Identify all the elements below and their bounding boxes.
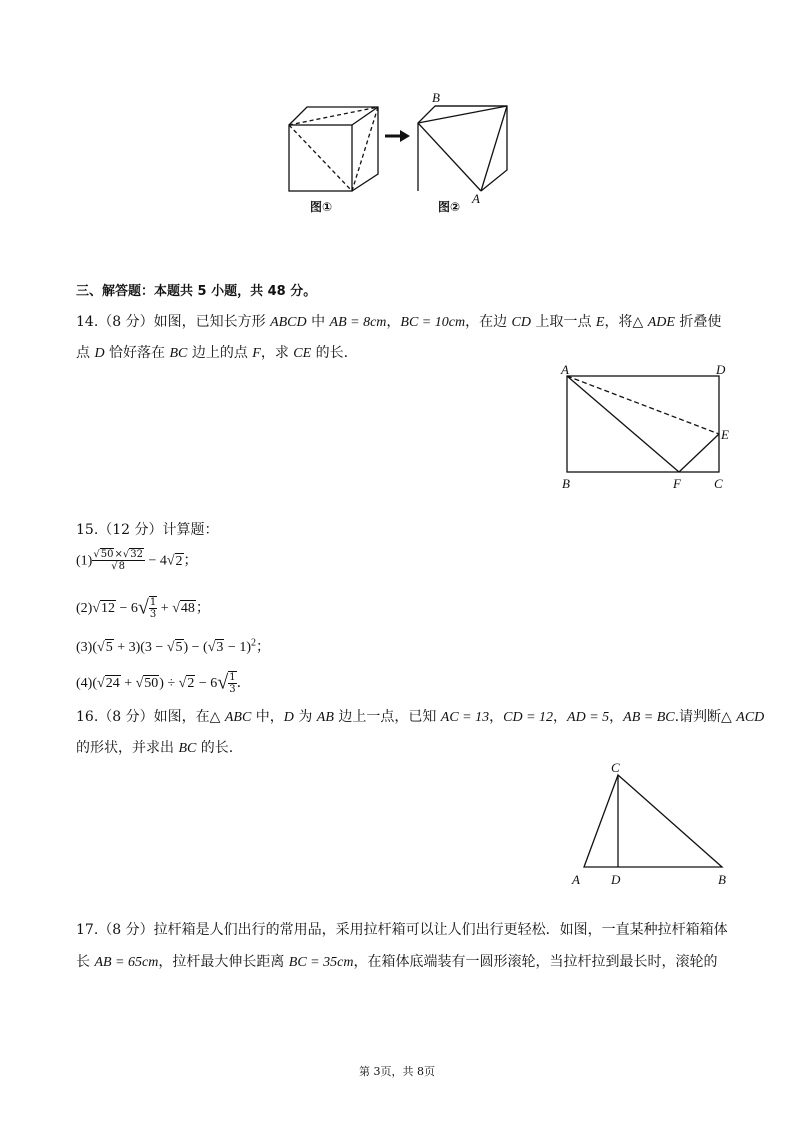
q16-math: CD = 12 (503, 710, 554, 725)
q15-p3-label: (3) (76, 640, 93, 655)
q14-math: ABCD (270, 315, 307, 330)
q14-math: E (595, 315, 605, 330)
q16-line-1 (76, 706, 764, 726)
q14-text: 中 (306, 314, 330, 330)
q16-text: .请判断△ (674, 709, 737, 725)
q15-p3-term: ) − ( (183, 640, 208, 655)
q14-text: ，将△ (604, 314, 648, 330)
q15-p2-denominator: 3 (149, 609, 157, 620)
q16-text: 为 (293, 709, 317, 725)
q14-math: ADE (647, 315, 675, 330)
cube-label-A: A (472, 191, 480, 206)
q15-p3-term: ( (92, 640, 97, 655)
q15-p1-label: (1) (76, 553, 93, 569)
q14-math: BC (169, 346, 188, 361)
q15-p1-term: − 4 (144, 553, 167, 569)
q16-math: AC = 13 (440, 710, 490, 725)
q14-text: ，在边 (465, 314, 512, 330)
q15-p4-term: ( (92, 676, 97, 691)
q15-p4-numerator: 1 (229, 672, 236, 683)
q14-label-A: A (561, 362, 569, 377)
q15-p2-term: + (157, 601, 173, 616)
q16-line-2 (76, 737, 233, 757)
q14-math: F (252, 346, 261, 361)
q14-text: 点 (76, 345, 95, 361)
q15-p4-radicand: 2 (187, 676, 195, 691)
q16-text: 的长. (196, 740, 234, 756)
q16-triangle-figure (565, 760, 740, 890)
q14-label-D: D (716, 362, 726, 377)
q15-p4-end: . (236, 675, 242, 691)
q16-text: 中， (251, 709, 284, 725)
q15-p4-term: + (120, 676, 136, 691)
q15-title: 15.（12 分）计算题： (76, 522, 219, 538)
q14-text: ， (386, 314, 401, 330)
q15-p4-label: (4) (76, 676, 93, 691)
q14-text: 折叠使 (674, 314, 722, 330)
q16-text: 的形状，并求出 (76, 740, 179, 756)
q16-math: D (283, 710, 294, 725)
q16-math: ACD (736, 710, 765, 725)
q14-rectangle-figure (555, 362, 740, 494)
q15-p1-times: × (114, 549, 123, 560)
q15-p2-radicand: 48 (180, 601, 195, 616)
q14-text: 14.（8 分）如图，已知长方形 (76, 314, 271, 330)
q15-p2-numerator: 1 (149, 597, 157, 608)
q14-text: 上取一点 (531, 314, 596, 330)
q17-line-2 (76, 951, 717, 971)
q14-label-C: C (714, 476, 723, 491)
q16-text: ， (489, 709, 504, 725)
q14-math: BC = 10cm (400, 315, 466, 330)
q14-text: ，求 (260, 345, 294, 361)
q17-text: ，拉杆最大伸长距离 (158, 954, 289, 970)
q16-math: ABC (224, 710, 252, 725)
q16-label-B: B (718, 872, 726, 887)
q17-math: BC = 35cm (288, 955, 354, 970)
q14-text: 边上的点 (187, 345, 253, 361)
q15-p4-term: ) ÷ (159, 676, 179, 691)
cube-figure-2 (418, 106, 507, 191)
q17-text: ，在箱体底端装有一圆形滚轮，当拉杆拉到最长时，滚轮的 (353, 954, 718, 970)
q16-text: ， (609, 709, 624, 725)
q15-p4-fraction (228, 671, 236, 695)
q15-p2-radicand: 12 (101, 601, 116, 616)
q15-p3-radicand: 5 (105, 640, 113, 655)
q16-label-A: A (572, 872, 580, 887)
q16-label-D: D (611, 872, 621, 887)
q15-p1-fraction: $\frac{√50\times√32}{√8}$ (93, 549, 143, 572)
q15-p3-radicand: 3 (216, 640, 224, 655)
q14-text: 恰好落在 (104, 345, 170, 361)
q15-p2-term: − 6 (116, 601, 138, 616)
q14-label-E: E (721, 427, 729, 442)
q15-part-4: (4)(√24 + √50) ÷ √2 − 6√ $\frac{1}{3}$ . (76, 671, 242, 695)
q15-p3-term: − 1) (224, 640, 251, 655)
cube-label-B: B (432, 90, 440, 105)
q15-p3-exponent: 2 (250, 637, 256, 649)
cube-caption-2: 图② (438, 200, 461, 214)
q17-line-1: 17.（8 分）拉杆箱是人们出行的常用品，采用拉杆箱可以让人们出行更轻松．如图，一直某种拉杆箱箱体 (76, 922, 728, 938)
q14-line-2 (76, 342, 348, 362)
q15-p3-end: ； (255, 639, 270, 655)
cube-figure-1 (289, 107, 378, 191)
cube-fold-figure (280, 90, 520, 220)
q15-p3-term: + 3)(3 − (113, 640, 167, 655)
q14-math: D (94, 346, 105, 361)
q15-part-3: $(3)(√5 + 3)(3 - √5) - (√3 - 1)^2$； (76, 637, 270, 655)
q15-p1-radicand: 50 (100, 549, 114, 560)
q15-p3-radicand: 5 (175, 640, 183, 655)
q14-math: CD (511, 315, 531, 330)
page-footer: 第 3页，共 8页 (359, 1065, 435, 1078)
q16-label-C: C (611, 760, 620, 775)
q16-math: AB (316, 710, 334, 725)
q15-p1-radicand: 2 (175, 553, 183, 569)
q15-p1-radicand: 32 (130, 549, 143, 560)
q15-p4-radicand: 50 (144, 676, 159, 691)
q16-math: AB = BC (623, 710, 675, 725)
q15-p4-term: − 6 (195, 676, 218, 691)
q15-p1-end: ； (183, 552, 198, 569)
q15-p1-radicand: 8 (118, 561, 125, 572)
q16-text: 16.（8 分）如图，在△ (76, 709, 225, 725)
q14-math: AB = 8cm (329, 315, 387, 330)
q15-p4-denominator: 3 (229, 684, 236, 695)
q15-part-1: (1) $\frac{√50\times√32}{√8}$ − 4√2； (76, 549, 198, 572)
q14-math: CE (293, 346, 312, 361)
q17-math: AB = 65cm (94, 955, 159, 970)
q16-math: AD = 5 (567, 710, 610, 725)
arrow-icon (385, 130, 410, 142)
q14-text: 的长. (311, 345, 349, 361)
q16-text: 边上一点，已知 (333, 709, 441, 725)
q16-text: ， (553, 709, 568, 725)
q14-label-F: F (673, 476, 681, 491)
q15-part-2: (2)√12 − 6√ $\frac{1}{3}$ + √48； (76, 596, 210, 620)
section-heading: 三、解答题：本题共 5 小题，共 48 分。 (76, 284, 317, 299)
q15-p4-radicand: 24 (105, 676, 120, 691)
cube-caption-1: 图① (310, 200, 333, 214)
q14-label-B: B (562, 476, 570, 491)
q15-p2-end: ； (195, 600, 210, 616)
q15-p2-label: (2) (76, 601, 93, 616)
q14-line-1 (76, 311, 721, 331)
q16-math: BC (178, 741, 197, 756)
q17-text: 长 (76, 954, 95, 970)
